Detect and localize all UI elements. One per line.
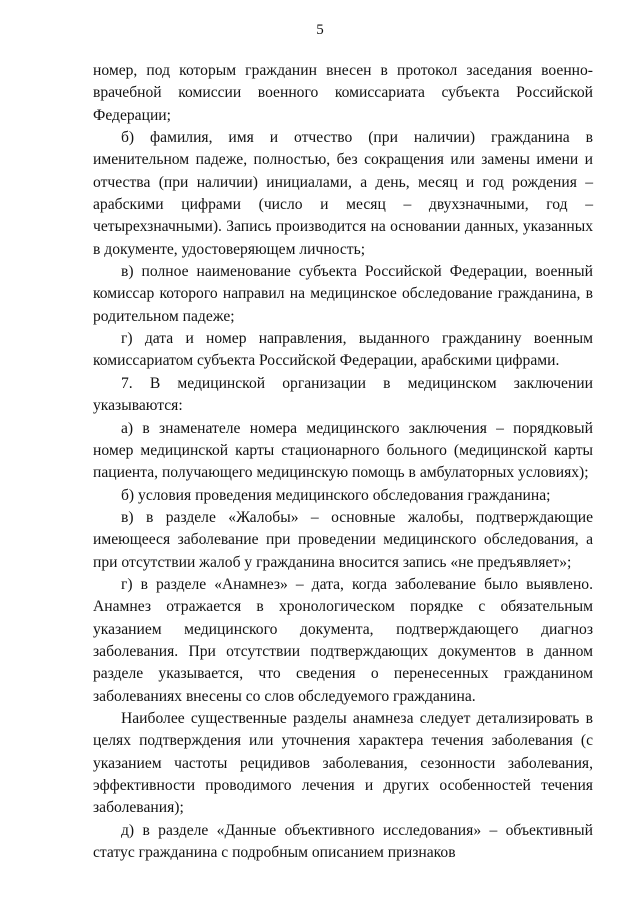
paragraph-continuation: номер, под которым гражданин внесен в протокол заседания военно-врачебной комиссии военного комиссариата субъекта Российской Федерации; xyxy=(93,62,593,124)
paragraph-item-v-region: в) полное наименование субъекта Российской Федерации, военный комиссар которого направил на медицинское обследование гражданина, в родительном падеже; xyxy=(93,263,593,325)
paragraph-item-b-conditions: б) условия проведения медицинского обследования гражданина; xyxy=(121,486,551,504)
paragraph-item-d-objective: д) в разделе «Данные объективного исследования» – объективный статус гражданина с подробным описанием признаков xyxy=(93,821,593,862)
paragraph-anamnesis-details: Наиболее существенные разделы анамнеза следует детализировать в целях подтверждения или уточнения характера течения заболевания (с указанием частоты рецидивов заболевания, сезонности заболевания, эффективности проводимого лечения и других особенностей течения заболевания); xyxy=(93,709,593,817)
paragraph-item-g-referral: г) дата и номер направления, выданного гражданину военным комиссариатом субъекта Российской Федерации, арабскими цифрами. xyxy=(93,330,593,370)
page-number: 5 xyxy=(316,22,324,38)
document-body xyxy=(93,60,593,864)
paragraph-section-7: 7. В медицинской организации в медицинском заключении указываются: xyxy=(93,374,593,415)
paragraph-item-a-denominator: а) в знаменателе номера медицинского заключения – порядковый номер медицинской карты стационарного больного (медицинской карты пациента, получающего медицинскую помощь в амбулаторных условиях); xyxy=(93,419,593,482)
paragraph-item-g-anamnesis: г) в разделе «Анамнез» – дата, когда заболевание было выявлено. Анамнез отражается в хронологическом порядке с обязательным указанием медицинского документа, подтверждающего диагноз заболевания. При отсутствии подтверждающих документов в данном разделе указывается, что сведения о перенесенных гражданином заболеваниях внесены со слов обследуемого гражданина. xyxy=(93,575,593,705)
paragraph-item-v-complaints: в) в разделе «Жалобы» – основные жалобы, подтверждающие имеющееся заболевание при проведении медицинского обследования, а при отсутствии жалоб у гражданина вносится запись «не предъявляет»; xyxy=(93,508,593,571)
paragraph-item-b-name: б) фамилия, имя и отчество (при наличии) гражданина в именительном падеже, полностью, без сокращения или замены имени и отчества (при наличии) инициалами, а день, месяц и год рождения – арабскими цифрами (число и месяц – двухзначными, год – четырехзначными). Запись производится на основании данных, указанных в документе, удостоверяющем личность; xyxy=(93,129,593,258)
